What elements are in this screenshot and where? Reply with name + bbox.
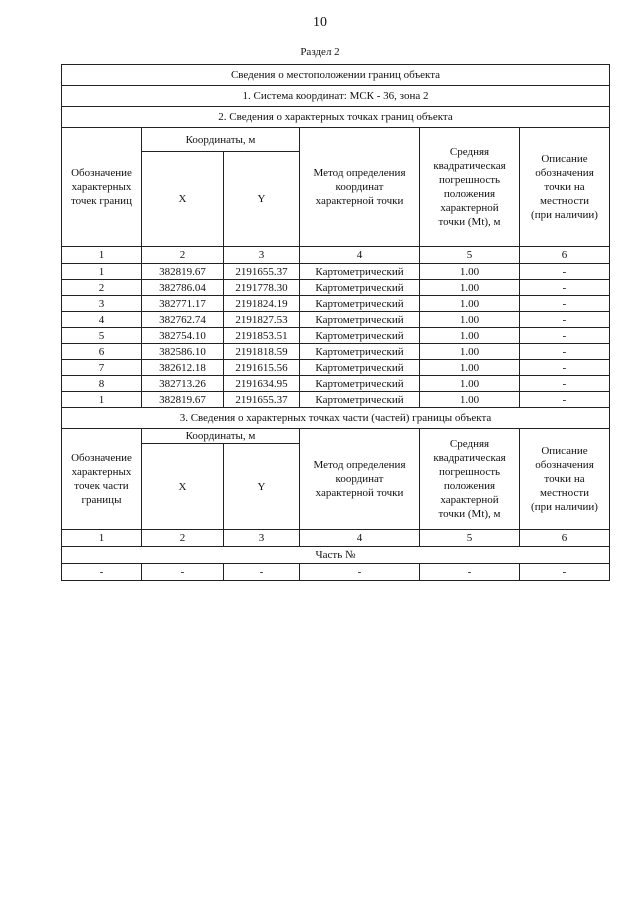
point-number-cell: 2	[62, 280, 142, 296]
description-cell: -	[520, 392, 610, 408]
part3-col-number: 3	[224, 530, 300, 547]
x-cell: 382762.74	[142, 312, 224, 328]
method-cell: Картометрический	[300, 328, 420, 344]
part3-header-y: Y	[224, 444, 300, 530]
part3-empty-cell: -	[142, 564, 224, 581]
table-row	[62, 312, 610, 328]
coord-system: 1. Система координат: МСК - 36, зона 2	[62, 86, 610, 107]
x-cell: 382786.04	[142, 280, 224, 296]
description-cell: -	[520, 328, 610, 344]
error-cell: 1.00	[420, 328, 520, 344]
method-cell: Картометрический	[300, 392, 420, 408]
part2-col-number: 5	[420, 247, 520, 264]
part3-empty-cell: -	[520, 564, 610, 581]
point-number-cell: 3	[62, 296, 142, 312]
part3-header-x: X	[142, 444, 224, 530]
page-number: 10	[313, 15, 327, 30]
point-number-cell: 1	[62, 392, 142, 408]
part2-col-number: 1	[62, 247, 142, 264]
error-cell: 1.00	[420, 392, 520, 408]
table-row	[62, 328, 610, 344]
method-cell: Картометрический	[300, 280, 420, 296]
description-cell: -	[520, 280, 610, 296]
part3-empty-cell: -	[62, 564, 142, 581]
table-row	[62, 376, 610, 392]
method-cell: Картометрический	[300, 344, 420, 360]
y-cell: 2191853.51	[224, 328, 300, 344]
y-cell: 2191655.37	[224, 264, 300, 280]
description-cell: -	[520, 344, 610, 360]
point-number-cell: 7	[62, 360, 142, 376]
x-cell: 382754.10	[142, 328, 224, 344]
boundary-table	[61, 64, 610, 581]
description-cell: -	[520, 264, 610, 280]
part3-part-label: Часть №	[62, 547, 610, 564]
part3-header-error: Средняя квадратическая погрешность положения характерной точки (Mt), м	[420, 429, 520, 530]
part2-header-x: X	[142, 152, 224, 247]
y-cell: 2191655.37	[224, 392, 300, 408]
part3-empty-cell: -	[300, 564, 420, 581]
x-cell: 382713.26	[142, 376, 224, 392]
x-cell: 382612.18	[142, 360, 224, 376]
table-row	[62, 280, 610, 296]
part3-col-number: 2	[142, 530, 224, 547]
part3-header-method: Метод определения координат характерной точки	[300, 429, 420, 530]
part3-header-designation: Обозначение характерных точек части границы	[62, 429, 142, 530]
part3-header-description: Описание обозначения точки на местности (при наличии)	[520, 429, 610, 530]
part2-header-method: Метод определения координат характерной точки	[300, 128, 420, 247]
part3-col-number: 4	[300, 530, 420, 547]
point-number-cell: 8	[62, 376, 142, 392]
y-cell: 2191778.30	[224, 280, 300, 296]
part3-col-number: 1	[62, 530, 142, 547]
error-cell: 1.00	[420, 344, 520, 360]
table-row	[62, 392, 610, 408]
method-cell: Картометрический	[300, 296, 420, 312]
error-cell: 1.00	[420, 360, 520, 376]
error-cell: 1.00	[420, 376, 520, 392]
x-cell: 382586.10	[142, 344, 224, 360]
part3-header-coords: Координаты, м	[142, 429, 300, 444]
description-cell: -	[520, 312, 610, 328]
part3-col-number: 6	[520, 530, 610, 547]
part2-header-description: Описание обозначения точки на местности (при наличии)	[520, 128, 610, 247]
error-cell: 1.00	[420, 280, 520, 296]
y-cell: 2191818.59	[224, 344, 300, 360]
section-label: Раздел 2	[300, 46, 340, 58]
part2-col-number: 4	[300, 247, 420, 264]
description-cell: -	[520, 296, 610, 312]
y-cell: 2191615.56	[224, 360, 300, 376]
boundary-table-body	[62, 65, 610, 581]
method-cell: Картометрический	[300, 312, 420, 328]
table-row	[62, 264, 610, 280]
part3-empty-cell: -	[224, 564, 300, 581]
part2-header-error: Средняя квадратическая погрешность положения характерной точки (Mt), м	[420, 128, 520, 247]
part2-col-number: 2	[142, 247, 224, 264]
table-title: Сведения о местоположении границ объекта	[62, 65, 610, 86]
part3-empty-cell: -	[420, 564, 520, 581]
point-number-cell: 5	[62, 328, 142, 344]
error-cell: 1.00	[420, 296, 520, 312]
method-cell: Картометрический	[300, 376, 420, 392]
error-cell: 1.00	[420, 264, 520, 280]
part2-header-coords: Координаты, м	[142, 128, 300, 152]
part3-title: 3. Сведения о характерных точках части (частей) границы объекта	[62, 408, 610, 429]
table-row	[62, 296, 610, 312]
y-cell: 2191824.19	[224, 296, 300, 312]
point-number-cell: 4	[62, 312, 142, 328]
part3-col-number: 5	[420, 530, 520, 547]
table-row	[62, 360, 610, 376]
error-cell: 1.00	[420, 312, 520, 328]
description-cell: -	[520, 360, 610, 376]
y-cell: 2191827.53	[224, 312, 300, 328]
description-cell: -	[520, 376, 610, 392]
x-cell: 382819.67	[142, 392, 224, 408]
part2-col-number: 3	[224, 247, 300, 264]
point-number-cell: 6	[62, 344, 142, 360]
part2-col-number: 6	[520, 247, 610, 264]
y-cell: 2191634.95	[224, 376, 300, 392]
method-cell: Картометрический	[300, 360, 420, 376]
part2-header-designation: Обозначение характерных точек границ	[62, 128, 142, 247]
x-cell: 382771.17	[142, 296, 224, 312]
table-row	[62, 344, 610, 360]
method-cell: Картометрический	[300, 264, 420, 280]
part2-header-y: Y	[224, 152, 300, 247]
point-number-cell: 1	[62, 264, 142, 280]
x-cell: 382819.67	[142, 264, 224, 280]
part2-title: 2. Сведения о характерных точках границ объекта	[62, 107, 610, 128]
